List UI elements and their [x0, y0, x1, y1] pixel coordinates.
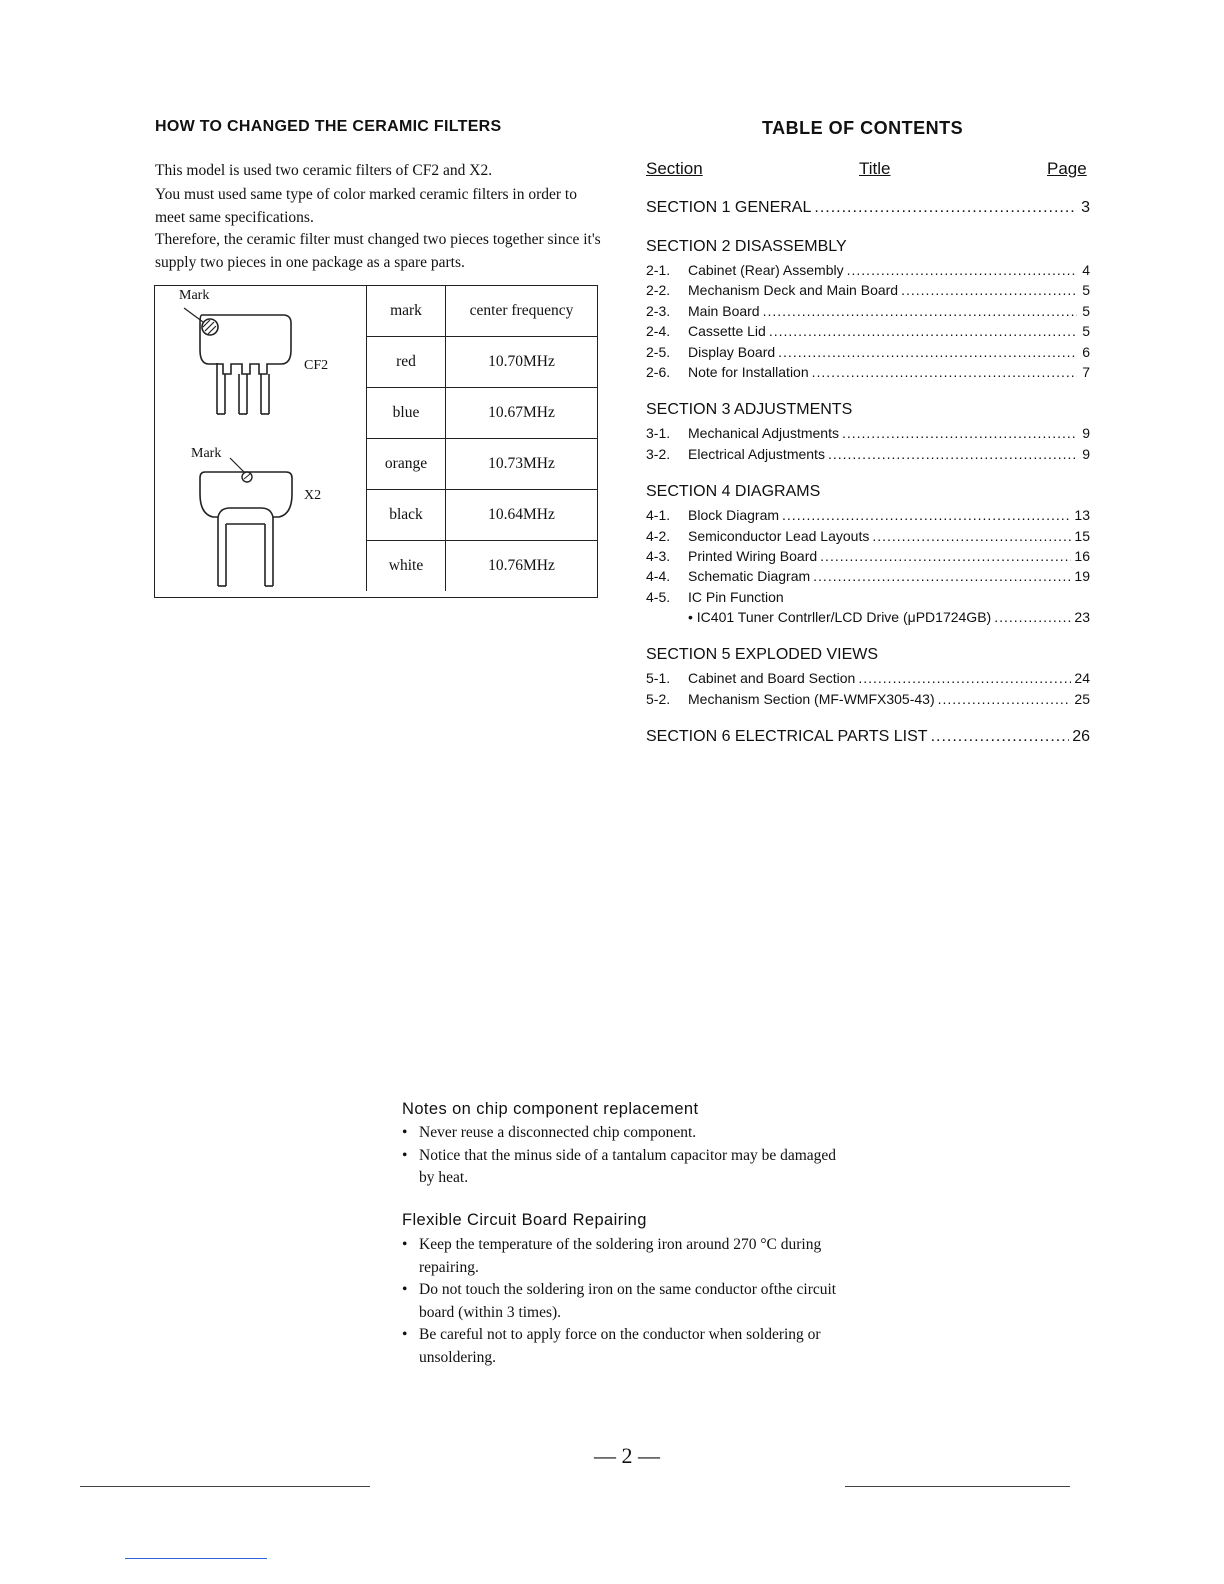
toc-page-number: 25 — [1074, 690, 1090, 707]
flexible-board-list — [402, 1234, 852, 1369]
toc-section-label: SECTION 5 EXPLODED VIEWS — [646, 646, 879, 664]
toc-subitem-label: • IC401 Tuner Contrller/LCD Drive (μPD1724GB) — [688, 609, 992, 626]
toc-item-label: Note for Installation — [688, 363, 809, 380]
footer-rule-left — [80, 1486, 370, 1487]
toc-page-number: 4 — [1082, 262, 1090, 278]
toc-item-label: Cabinet and Board Section — [688, 670, 856, 687]
toc-item-label: Block Diagram — [688, 507, 780, 524]
list-item-text: Never reuse a disconnected chip component. — [419, 1124, 697, 1141]
toc-item-row[interactable] — [646, 548, 1090, 568]
toc-item-label: Schematic Diagram — [688, 568, 811, 585]
toc-dot-leader — [778, 344, 1077, 360]
toc-section-label: SECTION 1 GENERAL — [646, 199, 812, 216]
table-cell-frequency: 10.67MHz — [446, 388, 598, 439]
toc-item-number: 4-5. — [646, 588, 671, 605]
intro-paragraph: This model is used two ceramic filters of CF2 and X2. — [155, 162, 493, 179]
bullet-icon: • — [402, 1326, 408, 1343]
toc-page-number: 24 — [1074, 670, 1090, 687]
x2-mark-label: Mark — [191, 446, 222, 461]
toc-item-label: Mechanical Adjustments — [688, 425, 839, 442]
toc-item-row[interactable] — [646, 670, 1090, 690]
table-of-contents — [646, 199, 1090, 752]
x2-label: X2 — [304, 488, 322, 503]
toc-dot-leader — [828, 446, 1077, 462]
toc-item-row[interactable] — [646, 507, 1090, 527]
table-cell-color: blue — [367, 388, 446, 439]
list-item — [402, 1324, 852, 1369]
toc-dot-leader — [812, 364, 1077, 380]
toc-section-row[interactable] — [646, 728, 1090, 750]
toc-item-number: 2-1. — [646, 262, 671, 278]
toc-page-number: 5 — [1082, 282, 1090, 299]
toc-page-number: 7 — [1082, 363, 1090, 380]
table-cell-color: red — [367, 337, 446, 388]
toc-header-page: Page — [1047, 159, 1087, 178]
toc-dot-leader — [763, 303, 1077, 319]
table-row — [367, 337, 598, 388]
table-cell-color: orange — [367, 439, 446, 490]
toc-section-label: SECTION 3 ADJUSTMENTS — [646, 401, 853, 419]
list-item-text: Be careful not to apply force on the conductor when soldering or unsoldering. — [419, 1326, 821, 1366]
toc-section-row[interactable] — [646, 199, 1090, 221]
color-mark-paragraph: You must used same type of color marked ceramic filters in order to meet same specifications. — [155, 186, 577, 226]
toc-page-number: 13 — [1074, 507, 1090, 524]
toc-title: TABLE OF CONTENTS — [762, 118, 964, 138]
toc-item-number: 5-1. — [646, 670, 671, 687]
list-item — [402, 1122, 852, 1145]
ceramic-filter-figure — [154, 285, 598, 598]
toc-page-number: 9 — [1082, 445, 1090, 462]
toc-dot-leader — [814, 199, 1077, 217]
toc-section-row[interactable] — [646, 646, 1090, 668]
toc-item-number: 4-4. — [646, 568, 671, 585]
chip-replacement-heading: Notes on chip component replacement — [402, 1100, 699, 1118]
toc-section-label: SECTION 4 DIAGRAMS — [646, 483, 821, 501]
toc-item-row[interactable] — [646, 344, 1090, 364]
toc-item-number: 4-3. — [646, 547, 671, 564]
toc-item-row[interactable] — [646, 323, 1090, 343]
table-row — [367, 541, 598, 592]
toc-dot-leader — [782, 507, 1071, 523]
table-cell-frequency: 10.64MHz — [446, 490, 598, 541]
toc-item-number: 2-2. — [646, 282, 671, 299]
table-header-frequency: center frequency — [446, 286, 598, 337]
toc-dot-leader — [938, 691, 1072, 707]
table-header-row — [367, 286, 598, 337]
table-cell-frequency: 10.76MHz — [446, 541, 598, 592]
toc-dot-leader — [872, 528, 1071, 544]
list-item — [402, 1279, 852, 1324]
table-cell-color: black — [367, 490, 446, 541]
toc-section-label: SECTION 6 ELECTRICAL PARTS LIST — [646, 728, 928, 746]
toc-item-label: Mechanism Section (MF-WMFX305-43) — [688, 690, 935, 707]
toc-item-label: Display Board — [688, 343, 776, 360]
toc-item-number: 4-1. — [646, 507, 671, 524]
footer-rule-blue — [125, 1558, 267, 1559]
toc-item-label: IC Pin Function — [688, 588, 784, 605]
toc-item-label: Main Board — [688, 302, 760, 319]
list-item — [402, 1234, 852, 1279]
list-item-text: Keep the temperature of the soldering iron around 270 °C during repairing. — [419, 1236, 822, 1276]
table-row — [367, 439, 598, 490]
toc-section-row[interactable] — [646, 401, 1090, 423]
toc-page-number: 5 — [1082, 323, 1090, 340]
toc-header-section: Section — [646, 159, 703, 178]
flexible-board-heading: Flexible Circuit Board Repairing — [402, 1211, 647, 1229]
toc-dot-leader — [813, 568, 1071, 584]
toc-section-row[interactable] — [646, 238, 1090, 260]
toc-item-label: Cassette Lid — [688, 323, 766, 340]
toc-item-label: Mechanism Deck and Main Board — [688, 282, 899, 299]
toc-item-number: 2-6. — [646, 363, 671, 380]
toc-item-number: 2-5. — [646, 343, 671, 360]
toc-item-row[interactable] — [646, 303, 1090, 323]
toc-item-label: Cabinet (Rear) Assembly — [688, 262, 844, 278]
table-row — [367, 490, 598, 541]
cf2-label: CF2 — [304, 358, 329, 373]
toc-item-row[interactable] — [646, 568, 1090, 588]
toc-dot-leader — [858, 670, 1071, 686]
table-cell-frequency: 10.73MHz — [446, 439, 598, 490]
toc-page-number: 5 — [1082, 302, 1090, 319]
filter-frequency-table — [366, 286, 597, 591]
toc-item-label: Printed Wiring Board — [688, 547, 818, 564]
toc-dot-leader — [842, 425, 1077, 441]
toc-dot-leader — [820, 548, 1071, 564]
table-cell-frequency: 10.70MHz — [446, 337, 598, 388]
bullet-icon: • — [402, 1146, 408, 1164]
cf2-mark-label: Mark — [179, 288, 210, 303]
page-number: — 2 — — [594, 1443, 660, 1468]
toc-item-row[interactable] — [646, 425, 1090, 445]
toc-item-number: 3-1. — [646, 425, 671, 442]
toc-item-number: 5-2. — [646, 690, 671, 707]
toc-item-label: Electrical Adjustments — [688, 445, 825, 462]
toc-page-number: 19 — [1074, 568, 1090, 585]
toc-page-number: 26 — [1072, 728, 1090, 746]
toc-section-row[interactable] — [646, 483, 1090, 505]
toc-header-title: Title — [859, 159, 891, 178]
chip-replacement-list — [402, 1122, 852, 1190]
toc-item-label: Semiconductor Lead Layouts — [688, 527, 870, 544]
toc-item-row[interactable] — [646, 691, 1090, 711]
toc-page-number: 23 — [1074, 609, 1090, 626]
toc-item-row[interactable] — [646, 364, 1090, 384]
ceramic-filters-heading: HOW TO CHANGED THE CERAMIC FILTERS — [155, 118, 502, 135]
toc-page-number: 3 — [1081, 199, 1090, 216]
table-row — [367, 388, 598, 439]
footer-rule-right — [845, 1486, 1070, 1487]
toc-item-row[interactable] — [646, 262, 1090, 282]
toc-page-number: 15 — [1074, 527, 1090, 544]
toc-item-row[interactable] — [646, 446, 1090, 466]
ceramic-filter-drawing — [155, 286, 366, 597]
table-cell-color: white — [367, 541, 446, 592]
bullet-icon: • — [402, 1281, 408, 1298]
toc-item-row[interactable] — [646, 282, 1090, 302]
toc-dot-leader — [901, 282, 1077, 298]
toc-page-number: 16 — [1074, 547, 1090, 564]
toc-dot-leader — [847, 262, 1077, 278]
toc-dot-leader — [931, 728, 1070, 746]
toc-page-number: 9 — [1082, 425, 1090, 442]
toc-page-number: 6 — [1082, 343, 1090, 360]
toc-item-row[interactable] — [646, 589, 1090, 609]
replacement-paragraph: Therefore, the ceramic filter must changed two pieces together since it's supply two pieces in one package as a spare parts. — [155, 231, 601, 271]
toc-item-row[interactable] — [646, 528, 1090, 548]
bullet-icon: • — [402, 1236, 408, 1253]
toc-dot-leader — [994, 609, 1071, 625]
list-item-text: Notice that the minus side of a tantalum capacitor may be damaged by heat. — [419, 1146, 837, 1186]
toc-item-number: 3-2. — [646, 445, 671, 462]
list-item-text: Do not touch the soldering iron on the same conductor ofthe circuit board (within 3 times). — [419, 1281, 837, 1321]
toc-item-number: 2-3. — [646, 302, 671, 319]
toc-item-number: 4-2. — [646, 527, 671, 544]
bullet-icon: • — [402, 1124, 408, 1141]
list-item — [402, 1145, 852, 1190]
toc-subitem-row[interactable] — [646, 609, 1090, 629]
toc-item-number: 2-4. — [646, 323, 671, 340]
toc-section-label: SECTION 2 DISASSEMBLY — [646, 238, 847, 255]
toc-dot-leader — [769, 323, 1077, 339]
table-header-mark: mark — [367, 286, 446, 337]
